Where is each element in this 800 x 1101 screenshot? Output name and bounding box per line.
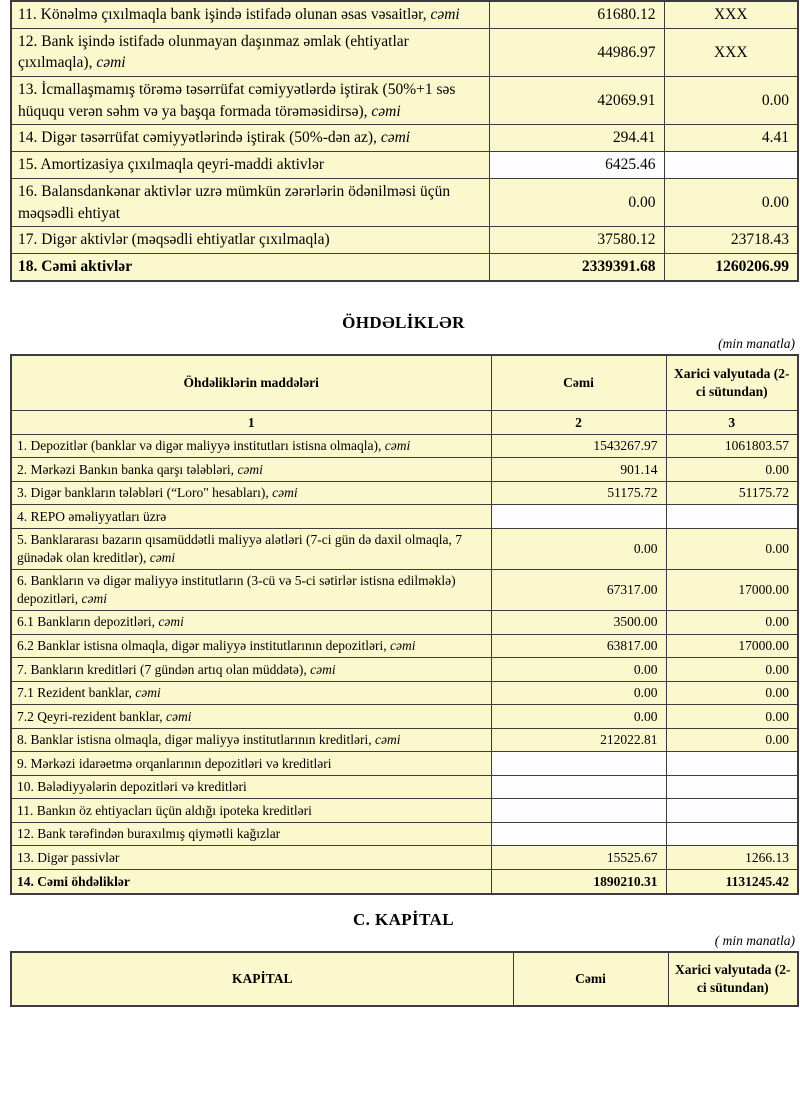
foreign-currency-value-cell: XXX <box>664 28 798 76</box>
row-label-italic-suffix: cəmi <box>81 590 107 606</box>
foreign-currency-value-cell: 0.00 <box>666 728 798 752</box>
row-label-italic-suffix: cəmi <box>149 549 176 565</box>
foreign-currency-value-cell: 1260206.99 <box>664 253 798 280</box>
table-row <box>11 799 798 823</box>
row-label: 16. Balansdankənar aktivlər uzrə mümkün zərərlərin ödənilməsi üçün məqsədli ehtiyat <box>18 182 451 222</box>
row-label-cell <box>11 528 491 569</box>
row-label: 18. Cəmi aktivlər <box>18 257 133 275</box>
capital-header-foreign-currency-cell: Xarici valyutada (2-ci sütundan) <box>668 952 798 1006</box>
table-row <box>11 752 798 776</box>
foreign-currency-value-cell: 1131245.42 <box>666 870 798 894</box>
capital-unit-note: ( min manatla) <box>714 932 795 948</box>
capital-header-row <box>11 952 798 1006</box>
row-label-cell <box>11 178 489 226</box>
row-label-italic-suffix: cəmi <box>310 661 336 677</box>
row-label: 10. Bələdiyyələrin depozitləri və kreditləri <box>17 779 247 795</box>
table-row <box>11 1 798 28</box>
liabilities-header-items-cell: Öhdəliklərin maddələri <box>11 355 491 411</box>
row-label-cell <box>11 28 489 76</box>
foreign-currency-value-cell: 51175.72 <box>666 481 798 505</box>
liabilities-header-row <box>11 355 798 411</box>
row-label-cell <box>11 752 491 776</box>
row-label-cell <box>11 77 489 125</box>
row-label-cell <box>11 1 489 28</box>
total-value-cell: 67317.00 <box>491 569 666 610</box>
row-label: 9. Mərkəzi idarəetmə orqanlarının depozitləri və kreditləri <box>17 755 332 771</box>
total-value-cell: 44986.97 <box>489 28 664 76</box>
table-row <box>11 728 798 752</box>
table-row <box>11 870 798 894</box>
column-index-1: 1 <box>11 411 491 435</box>
total-value-cell: 6425.46 <box>489 152 664 179</box>
row-label-cell <box>11 458 491 482</box>
row-label: 3. Digər bankların tələbləri (“Loro" hesabları), <box>17 485 273 501</box>
total-value-cell: 63817.00 <box>491 634 666 658</box>
foreign-currency-value-cell: 1266.13 <box>666 846 798 870</box>
total-value-cell <box>491 799 666 823</box>
row-label-italic-suffix: cəmi <box>96 54 126 72</box>
table-row <box>11 28 798 76</box>
assets-table <box>10 0 799 282</box>
table-row <box>11 77 798 125</box>
row-label-italic-suffix: cəmi <box>166 708 192 724</box>
table-row <box>11 481 798 505</box>
total-value-cell: 51175.72 <box>491 481 666 505</box>
table-row <box>11 253 798 280</box>
row-label: 11. Bankın öz ehtiyacları üçün aldığı ipoteka kreditləri <box>17 802 312 818</box>
row-label-cell <box>11 569 491 610</box>
table-row <box>11 227 798 254</box>
row-label-italic-suffix: cəmi <box>371 102 401 120</box>
column-index-3: 3 <box>666 411 798 435</box>
table-row <box>11 775 798 799</box>
liabilities-column-index-row <box>11 411 798 435</box>
row-label-italic-suffix: cəmi <box>390 638 416 654</box>
row-label: 12. Bank işində istifadə olunmayan daşınmaz əmlak (ehtiyatlar çıxılmaqla), <box>18 32 409 72</box>
foreign-currency-value-cell: 0.00 <box>664 178 798 226</box>
row-label-cell <box>11 775 491 799</box>
total-value-cell: 42069.91 <box>489 77 664 125</box>
row-label: 11. Könəlmə çıxılmaqla bank işində istifadə olunan əsas vəsaitlər, <box>18 6 431 23</box>
row-label-cell <box>11 610 491 634</box>
row-label-cell <box>11 870 491 894</box>
row-label-cell <box>11 705 491 729</box>
total-value-cell: 2339391.68 <box>489 253 664 280</box>
foreign-currency-value-cell <box>666 775 798 799</box>
row-label-cell <box>11 505 491 529</box>
row-label-cell <box>11 681 491 705</box>
total-value-cell <box>491 505 666 529</box>
row-label-italic-suffix: cəmi <box>380 129 411 147</box>
foreign-currency-value-cell: 0.00 <box>664 77 798 125</box>
table-row <box>11 152 798 179</box>
total-value-cell: 1543267.97 <box>491 434 666 458</box>
table-row <box>11 178 798 226</box>
foreign-currency-value-cell: 17000.00 <box>666 569 798 610</box>
row-label-cell <box>11 227 489 254</box>
total-value-cell: 212022.81 <box>491 728 666 752</box>
row-label-cell <box>11 728 491 752</box>
table-row <box>11 846 798 870</box>
row-label-cell <box>11 434 491 458</box>
total-value-cell: 3500.00 <box>491 610 666 634</box>
total-value-cell: 0.00 <box>491 681 666 705</box>
row-label: 1. Depozitlər (banklar və digər maliyyə institutları istisna olmaqla), <box>17 438 385 454</box>
table-row <box>11 822 798 846</box>
foreign-currency-value-cell: 0.00 <box>666 610 798 634</box>
row-label: 14. Cəmi öhdəliklər <box>17 873 130 889</box>
row-label: 6. Bankların və digər maliyyə institutların (3-cü və 5-ci sətirlər istisna edilməklə) depozitləri, <box>17 573 456 606</box>
foreign-currency-value-cell <box>666 752 798 776</box>
row-label-italic-suffix: cəmi <box>430 6 460 23</box>
total-value-cell <box>491 822 666 846</box>
foreign-currency-value-cell: 0.00 <box>666 458 798 482</box>
liabilities-unit-note: (min manatla) <box>718 335 795 351</box>
row-label: 15. Amortizasiya çıxılmaqla qeyri-maddi aktivlər <box>18 156 325 174</box>
table-row <box>11 681 798 705</box>
row-label: 8. Banklar istisna olmaqla, digər maliyyə institutlarının kreditləri, <box>17 732 376 748</box>
table-row <box>11 458 798 482</box>
total-value-cell <box>491 752 666 776</box>
foreign-currency-value-cell: 0.00 <box>666 681 798 705</box>
liabilities-header-foreign-currency-cell: Xarici valyutada (2-ci sütundan) <box>666 355 798 411</box>
total-value-cell: 0.00 <box>489 178 664 226</box>
row-label-italic-suffix: cəmi <box>158 614 184 630</box>
row-label-italic-suffix: cəmi <box>272 485 298 501</box>
row-label-cell <box>11 799 491 823</box>
total-value-cell: 901.14 <box>491 458 666 482</box>
column-index-2: 2 <box>491 411 666 435</box>
table-row <box>11 705 798 729</box>
total-value-cell: 61680.12 <box>489 1 664 28</box>
row-label-cell <box>11 481 491 505</box>
foreign-currency-value-cell: 0.00 <box>666 705 798 729</box>
total-value-cell <box>491 775 666 799</box>
capital-header-total-cell: Cəmi <box>513 952 668 1006</box>
foreign-currency-value-cell: 17000.00 <box>666 634 798 658</box>
row-label-cell <box>11 253 489 280</box>
row-label: 4. REPO əməliyyatları üzrə <box>17 508 167 524</box>
table-row <box>11 610 798 634</box>
row-label-cell <box>11 152 489 179</box>
foreign-currency-value-cell: 23718.43 <box>664 227 798 254</box>
foreign-currency-value-cell: 4.41 <box>664 125 798 152</box>
capital-table <box>10 951 799 1007</box>
row-label: 12. Bank tərəfindən buraxılmış qiymətli kağızlar <box>17 826 281 842</box>
row-label: 5. Banklararası bazarın qısamüddətli maliyyə alətləri (7-ci gün də daxil olmaqla, 7 günədək olan kreditlər), <box>17 532 462 565</box>
row-label: 13. Digər passivlər <box>17 849 120 865</box>
row-label-cell <box>11 658 491 682</box>
row-label: 7. Bankların kreditləri (7 gündən artıq olan müddətə), <box>17 661 311 677</box>
row-label: 7.2 Qeyri-rezident banklar, <box>17 708 167 724</box>
row-label: 6.1 Bankların depozitləri, <box>17 614 159 630</box>
row-label: 7.1 Rezident banklar, <box>17 685 136 701</box>
total-value-cell: 1890210.31 <box>491 870 666 894</box>
row-label-italic-suffix: cəmi <box>135 685 161 701</box>
table-row <box>11 634 798 658</box>
row-label-italic-suffix: cəmi <box>375 732 401 748</box>
foreign-currency-value-cell <box>666 505 798 529</box>
foreign-currency-value-cell <box>666 822 798 846</box>
liabilities-table <box>10 354 799 895</box>
row-label: 2. Mərkəzi Bankın banka qarşı tələbləri, <box>17 461 238 477</box>
total-value-cell: 37580.12 <box>489 227 664 254</box>
foreign-currency-value-cell: 1061803.57 <box>666 434 798 458</box>
row-label-cell <box>11 634 491 658</box>
table-row <box>11 569 798 610</box>
liabilities-header-total-cell: Cəmi <box>491 355 666 411</box>
row-label: 13. İcmallaşmamış törəmə təsərrüfat cəmiyyətlərdə iştirak (50%+1 səs hüququ verən səhm və ya başqa formada törəməsidirsə), <box>18 81 456 120</box>
row-label: 6.2 Banklar istisna olmaqla, digər maliyyə institutlarının depozitləri, <box>17 638 391 654</box>
total-value-cell: 0.00 <box>491 658 666 682</box>
row-label-italic-suffix: cəmi <box>237 461 263 477</box>
table-row <box>11 125 798 152</box>
total-value-cell: 15525.67 <box>491 846 666 870</box>
foreign-currency-value-cell: 0.00 <box>666 528 798 569</box>
foreign-currency-value-cell: XXX <box>664 1 798 28</box>
row-label-cell <box>11 822 491 846</box>
total-value-cell: 0.00 <box>491 705 666 729</box>
table-row <box>11 505 798 529</box>
total-value-cell: 294.41 <box>489 125 664 152</box>
row-label-cell <box>11 125 489 152</box>
foreign-currency-value-cell: 0.00 <box>666 658 798 682</box>
row-label: 14. Digər təsərrüfat cəmiyyətlərində iştirak (50%-dən az), <box>18 129 381 147</box>
table-row <box>11 434 798 458</box>
liabilities-section-title: ÖHDƏLİKLƏR <box>342 312 465 332</box>
foreign-currency-value-cell <box>666 799 798 823</box>
capital-header-items-cell: KAPİTAL <box>11 952 513 1006</box>
total-value-cell: 0.00 <box>491 528 666 569</box>
table-row <box>11 658 798 682</box>
foreign-currency-value-cell <box>664 152 798 179</box>
row-label-cell <box>11 846 491 870</box>
row-label: 17. Digər aktivlər (məqsədli ehtiyatlar çıxılmaqla) <box>18 231 330 249</box>
table-row <box>11 528 798 569</box>
capital-section-title: C. KAPİTAL <box>353 909 454 929</box>
row-label-italic-suffix: cəmi <box>384 438 411 454</box>
